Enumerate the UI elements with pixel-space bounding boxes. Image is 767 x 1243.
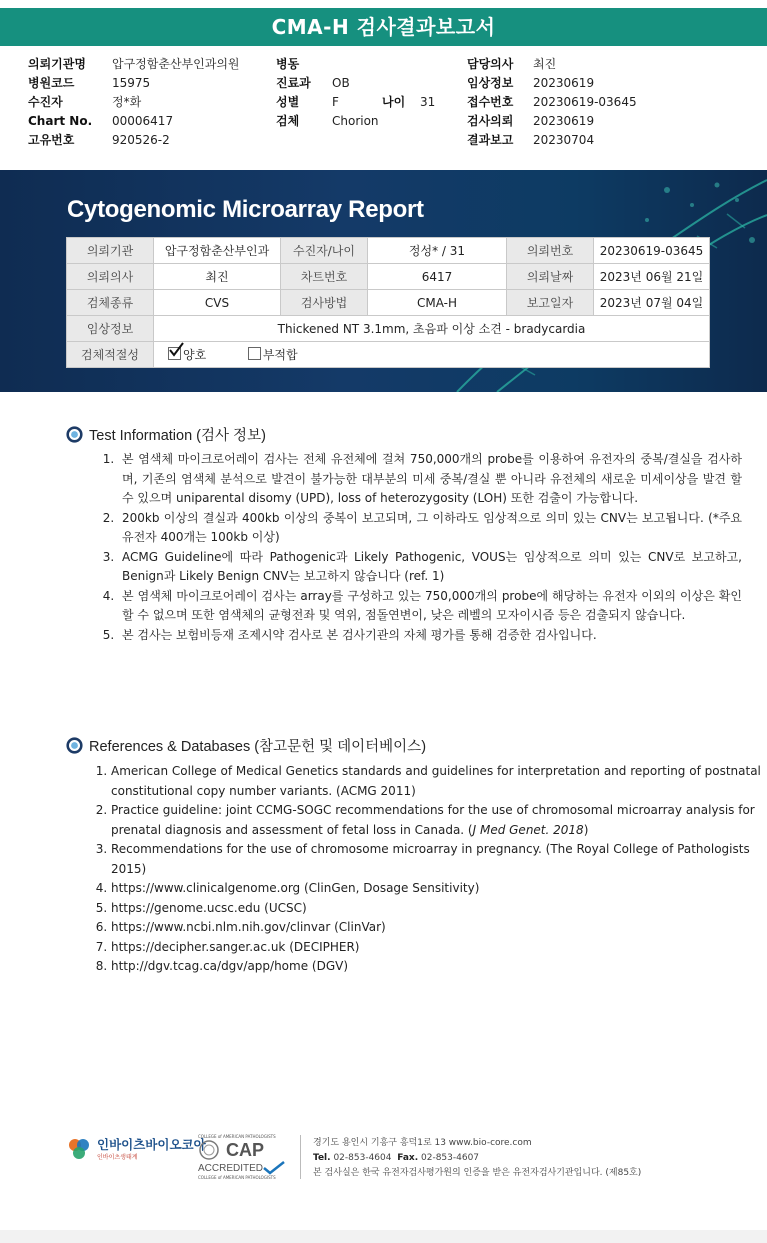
table-value: 압구정함춘산부인과 bbox=[154, 238, 281, 264]
test-info-heading bbox=[66, 424, 266, 445]
table-label: 보고일자 bbox=[507, 290, 594, 316]
doctor-value: 최진 bbox=[533, 57, 557, 71]
cap-accredited-text: ACCREDITED bbox=[198, 1162, 264, 1174]
cap-main-text: CAP bbox=[226, 1139, 265, 1160]
section-bullet-icon bbox=[66, 737, 83, 754]
table-value: 20230619-03645 bbox=[594, 238, 710, 264]
header-col-3 bbox=[467, 55, 637, 150]
specimen-label: 검체 bbox=[276, 114, 300, 128]
table-label: 차트번호 bbox=[281, 264, 368, 290]
patient-value: 정*화 bbox=[112, 95, 142, 109]
table-label: 임상정보 bbox=[67, 316, 154, 342]
age-value: 31 bbox=[420, 95, 436, 109]
table-label: 의뢰의사 bbox=[67, 264, 154, 290]
test-info-heading-text: Test Information (검사 정보) bbox=[89, 428, 266, 444]
report-title: CMA-H 검사결과보고서 bbox=[0, 8, 767, 46]
clinical-info-cell: Thickened NT 3.1mm, 초음파 이상 소견 - bradycardia bbox=[154, 316, 710, 342]
list-item: 2. 200kb 이상의 결실과 400kb 이상의 중복이 보고되며, 그 이하라도 임상적으로 의미 있는 CNV는 보고됩니다. (*주요 유전자 400개는 100kb 이상) bbox=[118, 509, 742, 548]
company-logo bbox=[66, 1136, 206, 1162]
department-value: OB bbox=[332, 76, 350, 90]
chart-no-value: 00006417 bbox=[112, 114, 174, 128]
cap-check-icon bbox=[263, 1161, 285, 1175]
test-info-list bbox=[88, 450, 742, 645]
hospital-label: 의뢰기관명 bbox=[28, 57, 86, 71]
hospital-code-label: 병원코드 bbox=[28, 76, 75, 90]
references-list bbox=[78, 762, 767, 977]
table-row bbox=[67, 316, 710, 342]
list-item: 1. 본 염색체 마이크로어레이 검사는 전체 유전체에 걸쳐 750,000개의 probe를 이용하여 유전자의 중복/결실을 검사하며, 기존의 염색체 분석으로 발견이 불가능한 대부분의 미세 중복/결실 뿐 아니라 유전체의 새로운 미세이상을 발견 할 수 있으며 uniparental disomy (UPD), loss of heterozygosity (LOH) 또한 검출이 가능합니다. bbox=[118, 450, 742, 509]
table-label: 검사방법 bbox=[281, 290, 368, 316]
hospital-code-value: 15975 bbox=[112, 76, 151, 90]
fax-label: Fax. bbox=[397, 1153, 419, 1163]
table-label: 검체종류 bbox=[67, 290, 154, 316]
table-label: 의뢰날짜 bbox=[507, 264, 594, 290]
report-info-table bbox=[66, 237, 710, 368]
table-value: CMA-H bbox=[368, 290, 507, 316]
unique-no-label: 고유번호 bbox=[28, 133, 75, 147]
table-value: 2023년 06월 21일 bbox=[594, 264, 710, 290]
age-label: 나이 bbox=[382, 95, 406, 109]
doctor-label: 담당의사 bbox=[467, 57, 514, 71]
cap-bottom-text: COLLEGE of AMERICAN PATHOLOGISTS bbox=[198, 1175, 276, 1180]
checkbox-inadequate bbox=[248, 347, 261, 360]
header-col-1 bbox=[28, 55, 240, 150]
table-label: 검체적절성 bbox=[67, 342, 154, 368]
list-item: 3. ACMG Guideline에 따라 Pathogenic과 Likely Pathogenic, VOUS는 임상적으로 의미 있는 CNV로 보고하고, Benign과 Likely Benign CNV는 보고하지 않습니다 (ref. 1) bbox=[118, 548, 742, 587]
report-date-value: 20230704 bbox=[533, 133, 595, 147]
tel-label: Tel. bbox=[313, 1153, 331, 1163]
banner-title: Cytogenomic Microarray Report bbox=[67, 196, 424, 223]
table-label: 의뢰번호 bbox=[507, 238, 594, 264]
hospital-value: 압구정함춘산부인과의원 bbox=[112, 57, 240, 71]
sex-value: F bbox=[332, 95, 339, 109]
footer-divider bbox=[300, 1135, 301, 1179]
table-value: CVS bbox=[154, 290, 281, 316]
cap-emblem-icon bbox=[198, 1139, 224, 1161]
reference-text: Practice guideline: joint CCMG-SOGC recommendations for the use of chromosomal microarray analysis for prenatal diagnosis and assessment of fetal loss in Canada. ( bbox=[111, 803, 755, 837]
clinical-info-value: 20230619 bbox=[533, 76, 595, 90]
table-row bbox=[67, 238, 710, 264]
references-heading bbox=[66, 735, 426, 756]
footer-contact bbox=[313, 1136, 641, 1181]
department-label: 진료과 bbox=[276, 76, 311, 90]
section-bullet-icon bbox=[66, 426, 83, 443]
references-heading-text: References & Databases (참고문헌 및 데이터베이스) bbox=[89, 739, 427, 755]
reference-close: ) bbox=[583, 822, 589, 837]
reference-item: 1. American College of Medical Genetics standards and guidelines for interpretation and reporting of postnatal constitutional copy number variants. (ACMG 2011) bbox=[111, 762, 767, 801]
reference-link[interactable]: 7. https://decipher.sanger.ac.uk (DECIPHER) bbox=[111, 938, 767, 958]
reference-item: 3. Recommendations for the use of chromosome microarray in pregnancy. (The Royal College of Pathologists 2015) bbox=[111, 840, 767, 879]
footer-address: 경기도 용인시 기흥구 흥덕1로 13 www.bio-core.com bbox=[313, 1138, 532, 1148]
list-item: 5. 본 검사는 보험비등재 조제시약 검사로 본 검사기관의 자체 평가를 통해 검증한 검사입니다. bbox=[118, 626, 742, 646]
checkbox-adequate bbox=[168, 347, 181, 360]
table-row bbox=[67, 264, 710, 290]
checkmark-icon bbox=[168, 342, 184, 358]
table-label: 의뢰기관 bbox=[67, 238, 154, 264]
header-col-2 bbox=[276, 55, 435, 131]
footer-certification: 본 검사실은 한국 유전자검사평가원의 인증을 받은 유전자검사기관입니다. (제85호) bbox=[313, 1168, 642, 1178]
option-adequate-label: 양호 bbox=[183, 348, 207, 362]
table-value: 6417 bbox=[368, 264, 507, 290]
ward-label: 병동 bbox=[276, 57, 300, 71]
receipt-no-value: 20230619-03645 bbox=[533, 95, 637, 109]
company-name: 인바이츠바이오코아 bbox=[97, 1136, 206, 1152]
reference-journal: J Med Genet. 2018 bbox=[472, 822, 584, 837]
reference-item bbox=[111, 801, 767, 840]
reference-link[interactable]: 5. https://genome.ucsc.edu (UCSC) bbox=[111, 899, 767, 919]
company-sub: 인바이츠생태계 bbox=[97, 1153, 138, 1161]
report-date-label: 결과보고 bbox=[467, 133, 514, 147]
cap-accredited-logo bbox=[198, 1134, 290, 1182]
tel-value: 02-853-4604 bbox=[333, 1153, 392, 1163]
table-row bbox=[67, 290, 710, 316]
reference-link[interactable]: 6. https://www.ncbi.nlm.nih.gov/clinvar (ClinVar) bbox=[111, 918, 767, 938]
option-inadequate-label: 부적합 bbox=[262, 348, 298, 362]
request-date-label: 검사의뢰 bbox=[467, 114, 514, 128]
clinical-info-label: 임상정보 bbox=[467, 76, 514, 90]
specimen-value: Chorion bbox=[332, 114, 379, 128]
table-row bbox=[67, 342, 710, 368]
specimen-adequacy-cell bbox=[154, 342, 710, 368]
cap-top-text: COLLEGE of AMERICAN PATHOLOGISTS bbox=[198, 1134, 276, 1139]
sex-label: 성별 bbox=[276, 95, 300, 109]
table-value: 2023년 07월 04일 bbox=[594, 290, 710, 316]
table-value: 정성* / 31 bbox=[368, 238, 507, 264]
receipt-no-label: 접수번호 bbox=[467, 95, 514, 109]
reference-link[interactable]: 4. https://www.clinicalgenome.org (ClinGen, Dosage Sensitivity) bbox=[111, 879, 767, 899]
unique-no-value: 920526-2 bbox=[112, 133, 170, 147]
table-label: 수진자/나이 bbox=[281, 238, 368, 264]
request-date-value: 20230619 bbox=[533, 114, 595, 128]
patient-label: 수진자 bbox=[28, 95, 63, 109]
list-item: 4. 본 염색체 마이크로어레이 검사는 array를 구성하고 있는 750,000개의 probe에 해당하는 유전자 이외의 이상은 확인 할 수 없으며 또한 염색체의 균형전좌 및 역위, 점돌연변이, 낮은 레벨의 모자이시즘 등은 검출되지 않습니다. bbox=[118, 587, 742, 626]
chart-no-label: Chart No. bbox=[28, 114, 93, 128]
fax-value: 02-853-4607 bbox=[421, 1153, 480, 1163]
reference-link[interactable]: 8. http://dgv.tcag.ca/dgv/app/home (DGV) bbox=[111, 957, 767, 977]
table-value: 최진 bbox=[154, 264, 281, 290]
company-logo-icon bbox=[66, 1136, 92, 1162]
